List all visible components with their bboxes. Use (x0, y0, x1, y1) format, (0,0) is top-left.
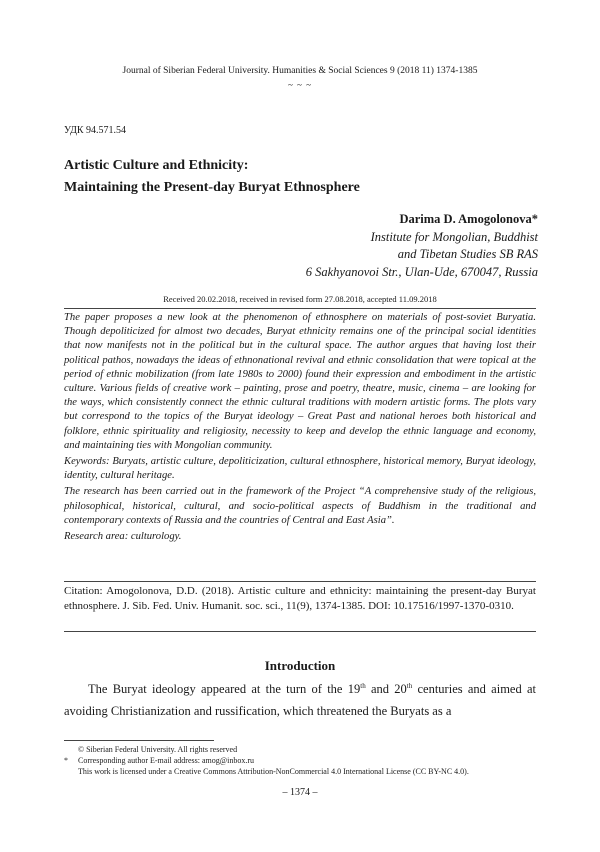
page-number: – 1374 – (282, 787, 318, 798)
keywords: Keywords: Buryats, artistic culture, depoliticization, cultural ethnosphere, historical memory, Buryat ideology, identity, cultural heritage. (64, 456, 536, 482)
citation: Citation: Amogolonova, D.D. (2018). Artistic culture and ethnicity: maintaining the present-day Buryat ethnosphere. J. Sib. Fed. Univ. Humanit. soc. sci., 11(9), 1374-1385. DOI: 10.17516/1997-1370-0310. (64, 585, 536, 612)
corresponding-author: Corresponding author E-mail address: amog@inbox.ru (78, 756, 254, 765)
header-ornament: ~ ~ ~ (287, 80, 313, 90)
received-dates: Received 20.02.2018, received in revised form 27.08.2018, accepted 11.09.2018 (163, 294, 437, 304)
article-title (64, 155, 360, 199)
footnotes (64, 744, 544, 777)
udk-code: УДК 94.571.54 (64, 125, 127, 136)
abstract-block (64, 311, 536, 546)
author-name: Darima D. Amogolonova* (399, 212, 538, 226)
license-note: This work is licensed under a Creative Commons Attribution-NonCommercial 4.0 International License (CC BY-NC 4.0). (78, 767, 469, 776)
footnote-rule (64, 740, 214, 741)
research-area: Research area: culturology. (64, 531, 182, 543)
author-affiliation-2: and Tibetan Studies SB RAS (397, 247, 538, 261)
introduction-paragraph (64, 678, 536, 722)
author-address: 6 Sakhyanovoi Str., Ulan-Ude, 670047, Russia (305, 264, 538, 279)
intro-sup-1: th (360, 681, 366, 690)
journal-header: Journal of Siberian Federal University. Humanities & Social Sciences 9 (2018 11) 1374-1385 (122, 66, 478, 76)
title-line-1: Artistic Culture and Ethnicity: (64, 158, 249, 173)
intro-text-c: centuries and aimed at avoiding Christianization and russification, which threatened the Buryats as a (64, 682, 536, 718)
introduction-heading: Introduction (264, 658, 336, 673)
title-line-2: Maintaining the Present-day Buryat Ethnosphere (64, 180, 360, 195)
citation-top-rule (64, 581, 536, 582)
introduction-body (64, 678, 536, 722)
intro-text-b: and 20 (365, 682, 407, 696)
copyright-note: © Siberian Federal University. All rights reserved (78, 745, 238, 754)
citation-bottom-rule (64, 631, 536, 632)
author-affiliation-1: Institute for Mongolian, Buddhist (370, 229, 538, 244)
author-block (306, 211, 538, 281)
funding-note: The research has been carried out in the framework of the Project “A comprehensive study of the religious, philosophical, historical, cultural, and socio-political aspects of Buddhism in the traditional and contemporary contexts of Russia and the countries of Central and East Asia”. (64, 486, 536, 526)
intro-sup-2: th (406, 681, 413, 690)
abstract-top-rule (64, 308, 536, 309)
abstract-text: The paper proposes a new look at the phenomenon of ethnosphere on materials of post-soviet Buryatia. Though depoliticized for almost two decades, Buryat ethnicity remains one of the principal social identities that now manifests not in the political but in the cultural space. The author argues that having lost their political pathos, nowadays the ideas of ethnonational revival and ethnic consolidation that were topical at the period of ethnic mobilization (from late 1980s to 2000) found their expression and embodiment in the artistic culture. Various fields of creative work – painting, prose and poetry, theatre, music, cinema – are looking for the ways, which consistently connect the ethnic cultural traditions with modern artistic forms. The plots vary but correspond to the topics of the Buryat ideology – Great Past and national heroes both historical and folklore, ethnic spirituality and religiosity, necessity to keep and develop the ethnic language and economy, and maintaining ties with Mongolian community. (64, 312, 536, 451)
intro-text-a: The Buryat ideology appeared at the turn of the 19 (88, 682, 361, 696)
footnote-star: * (64, 756, 68, 765)
